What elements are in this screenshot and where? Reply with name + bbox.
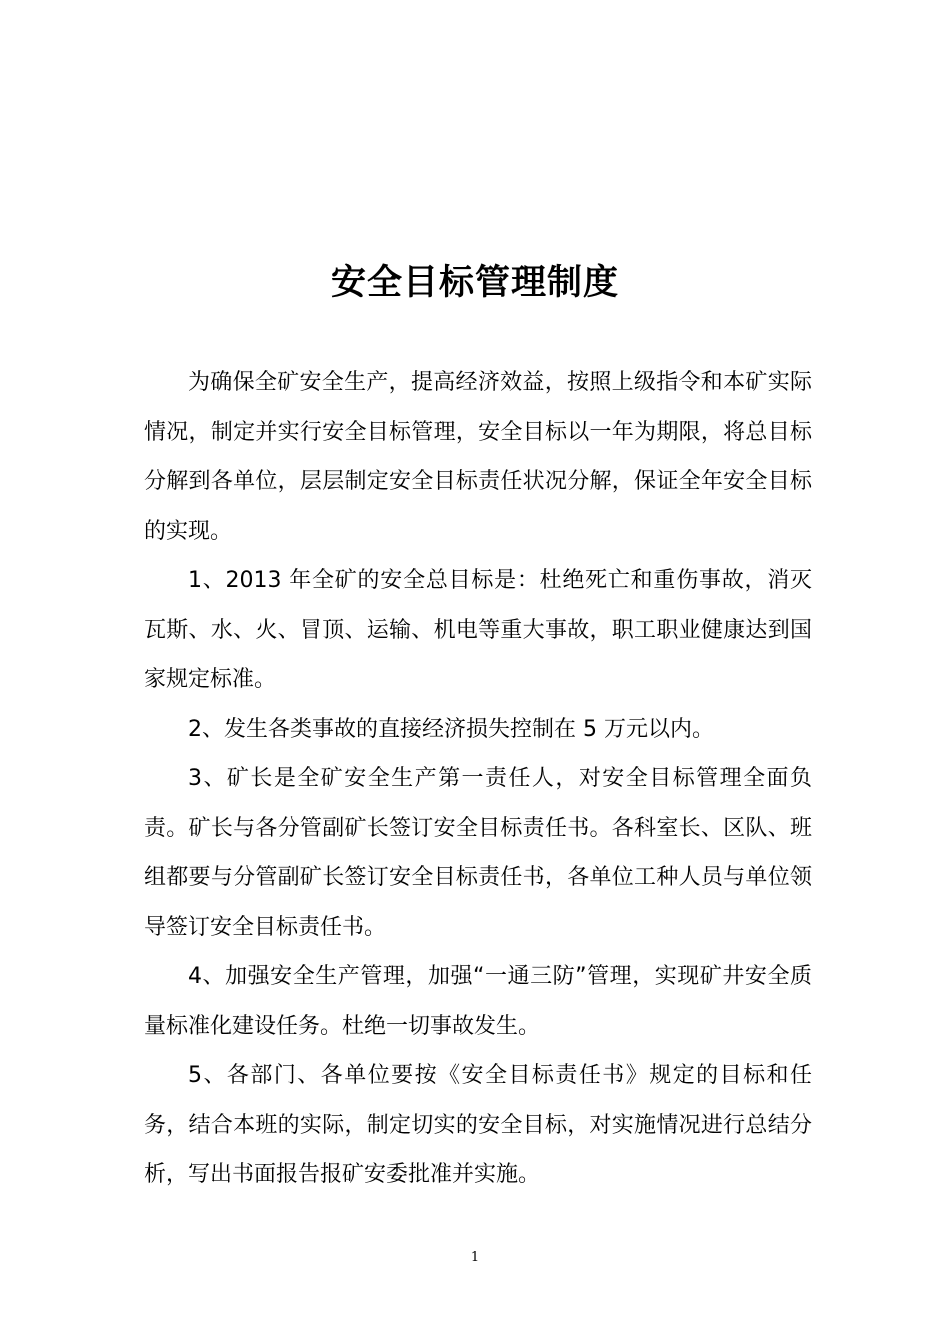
paragraph-item-3: 3、矿长是全矿安全生产第一责任人，对安全目标管理全面负责。矿长与各分管副矿长签订安全目标责任书。各科室长、区队、班组都要与分管副矿长签订安全目标责任书，各单位工种人员与单位领导签订安全目标责任书。 bbox=[144, 766, 812, 940]
paragraph-item-1: 1、2013 年全矿的安全总目标是：杜绝死亡和重伤事故，消灭瓦斯、水、火、冒顶、运输、机电等重大事故，职工职业健康达到国家规定标准。 bbox=[144, 568, 812, 692]
paragraph-item-2: 2、发生各类事故的直接经济损失控制在 5 万元以内。 bbox=[188, 716, 714, 742]
paragraph-item-5: 5、各部门、各单位要按《安全目标责任书》规定的目标和任务，结合本班的实际，制定切实的安全目标，对实施情况进行总结分析，写出书面报告报矿安委批准并实施。 bbox=[144, 1063, 812, 1187]
paragraph-item-4: 4、加强安全生产管理，加强“一通三防”管理，实现矿井安全质量标准化建设任务。杜绝一切事故发生。 bbox=[144, 964, 812, 1039]
page-number: 1 bbox=[470, 1250, 480, 1265]
document-body bbox=[144, 358, 812, 1200]
paragraph-intro: 为确保全矿安全生产，提高经济效益，按照上级指令和本矿实际情况，制定并实行安全目标管理，安全目标以一年为期限，将总目标分解到各单位，层层制定安全目标责任状况分解，保证全年安全目标的实现。 bbox=[144, 370, 812, 544]
document-title: 安全目标管理制度 bbox=[330, 263, 619, 303]
